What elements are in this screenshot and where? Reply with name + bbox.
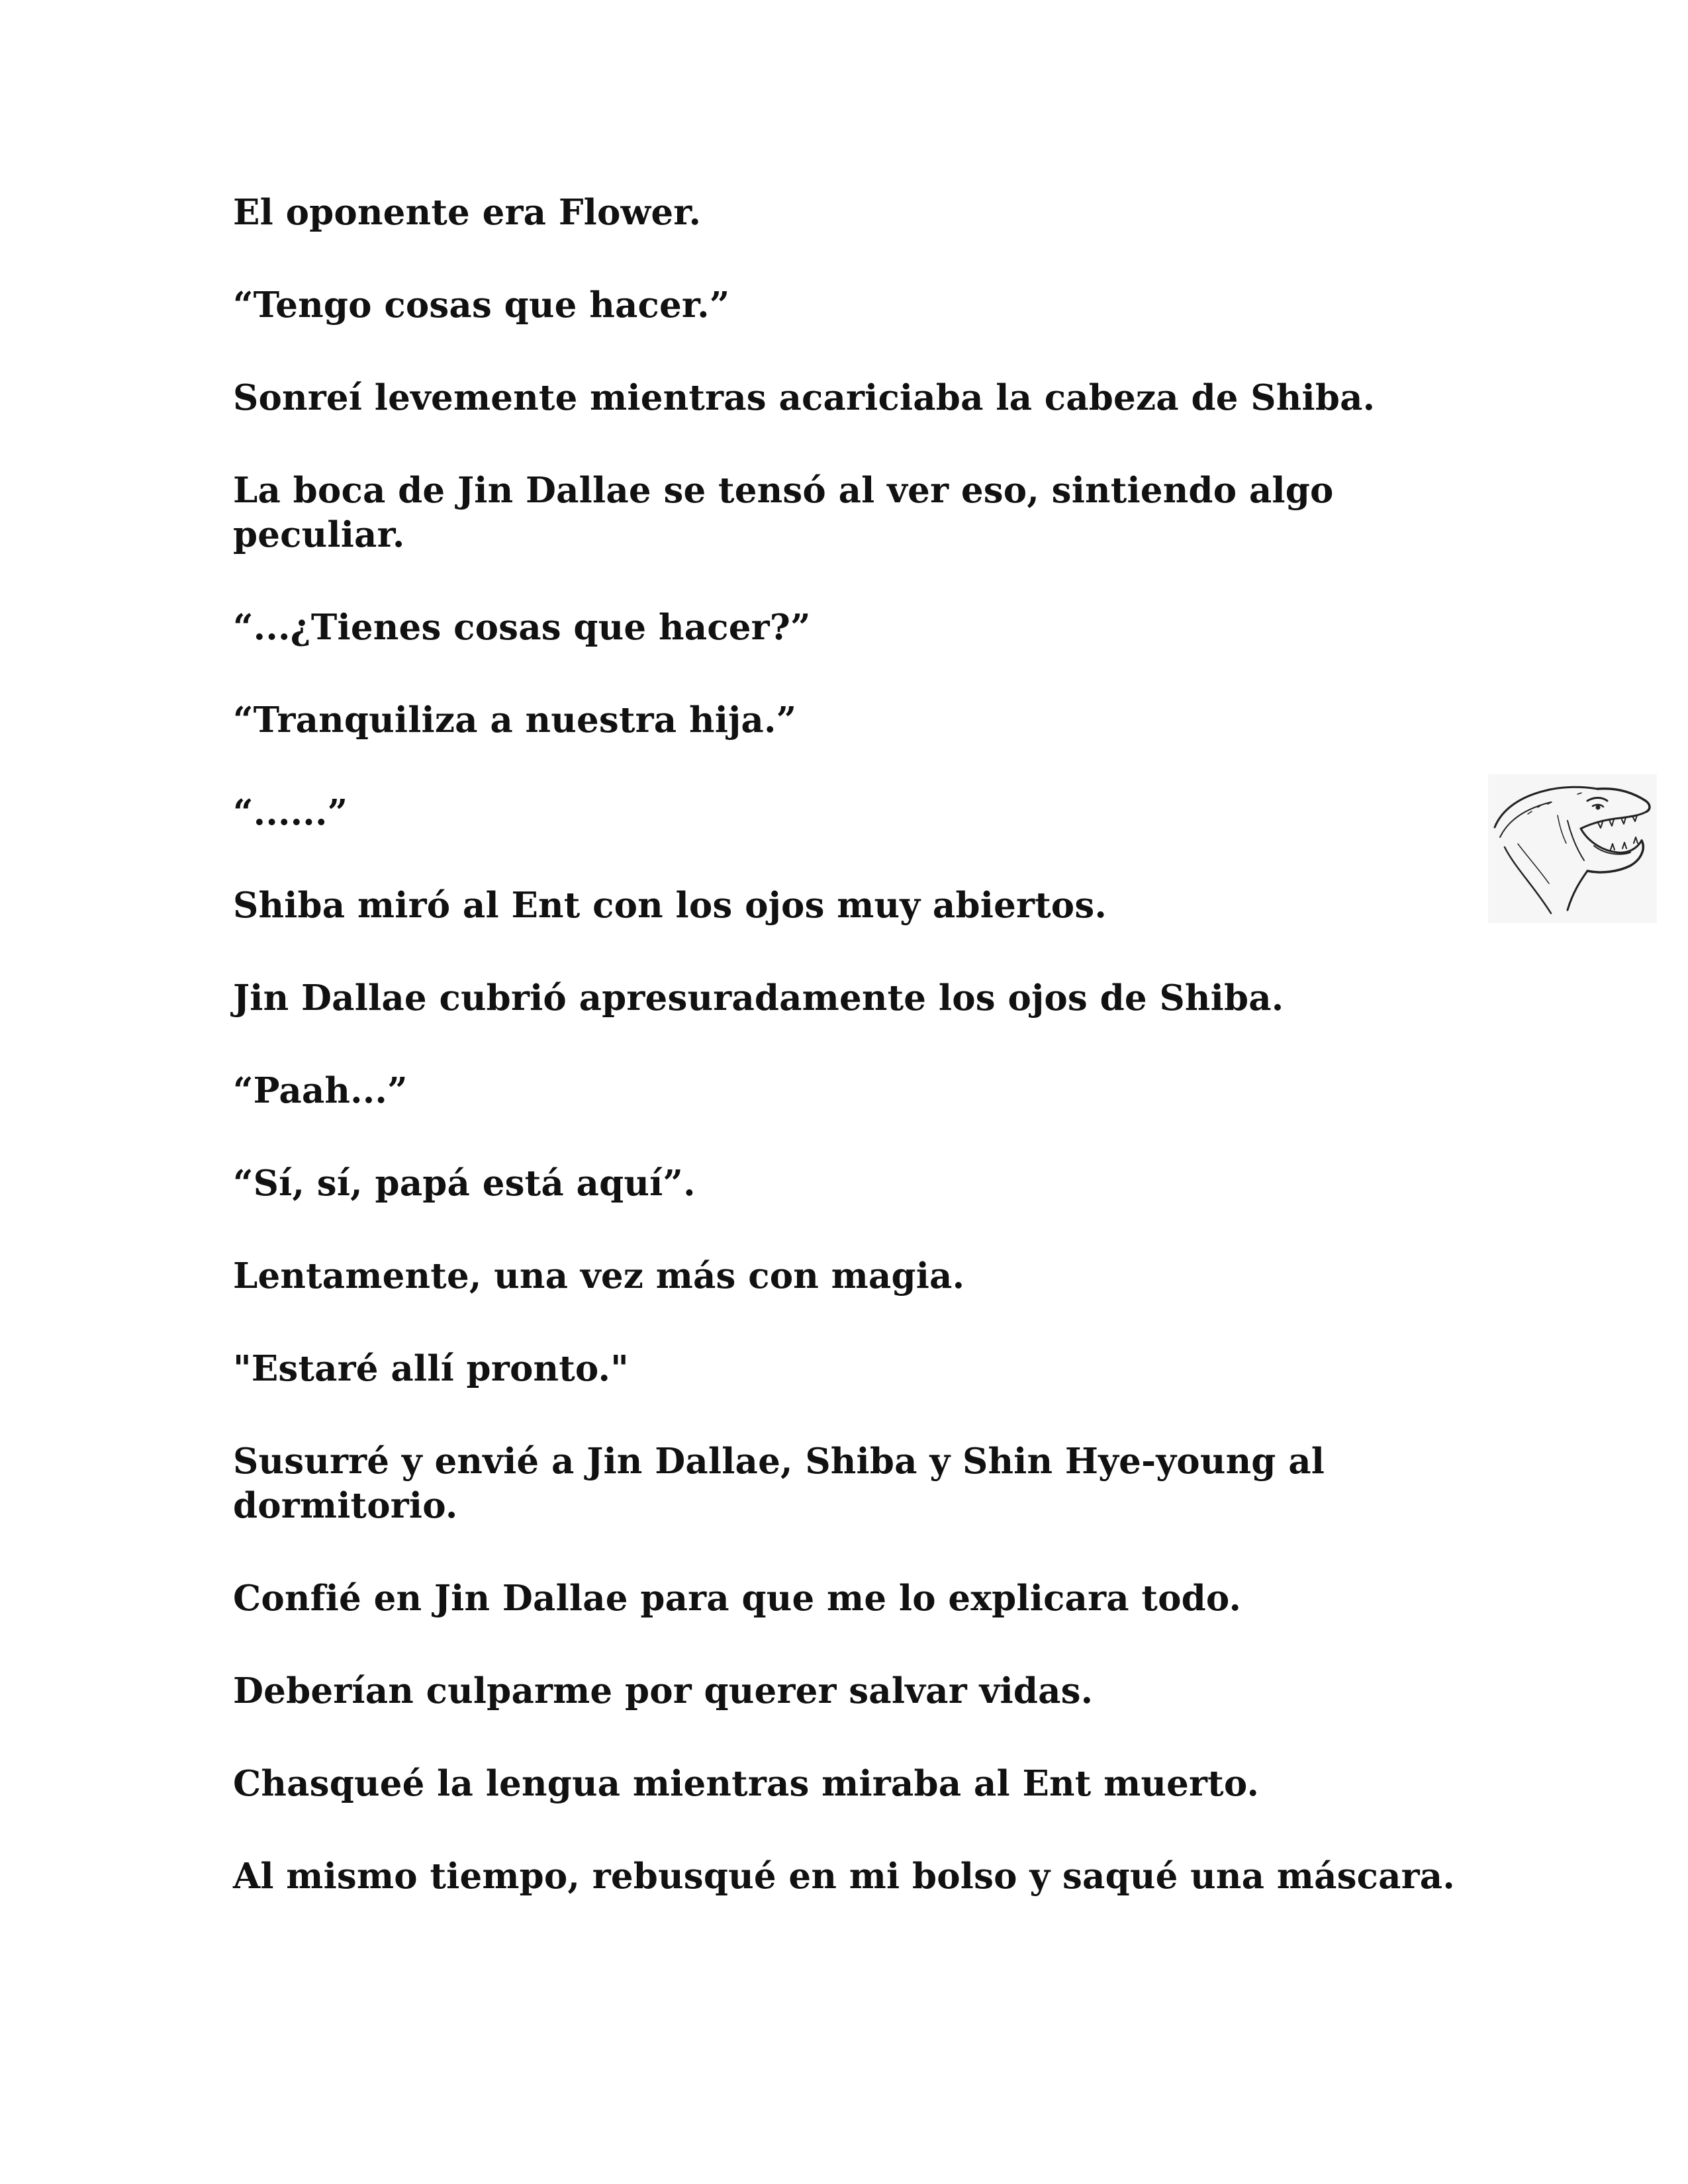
paragraph: Jin Dallae cubrió apresuradamente los ojos de Shiba.: [233, 978, 1284, 1019]
paragraph: “Tranquiliza a nuestra hija.”: [233, 700, 797, 741]
paragraph: “......”: [233, 792, 348, 833]
paragraph: Al mismo tiempo, rebusqué en mi bolso y saqué una máscara.: [233, 1856, 1456, 1897]
paragraph: Shiba miró al Ent con los ojos muy abiertos.: [233, 885, 1107, 926]
paragraph: Lentamente, una vez más con magia.: [233, 1255, 965, 1297]
paragraph: Chasqueé la lengua mientras miraba al Ent muerto.: [233, 1763, 1260, 1804]
paragraph: “Sí, sí, papá está aquí”.: [233, 1163, 696, 1204]
paragraph: “Paah...”: [233, 1070, 408, 1111]
paragraph: Confié en Jin Dallae para que me lo explicara todo.: [233, 1578, 1242, 1619]
paragraph: Sonreí levemente mientras acariciaba la cabeza de Shiba.: [233, 377, 1376, 418]
paragraph: Susurré y envié a Jin Dallae, Shiba y Shin Hye-young al dormitorio.: [233, 1441, 1325, 1526]
paragraph: “...¿Tienes cosas que hacer?”: [233, 607, 811, 648]
paragraph: "Estaré allí pronto.": [233, 1348, 629, 1389]
paragraph: La boca de Jin Dallae se tensó al ver eso, sintiendo algo peculiar.: [233, 470, 1334, 555]
paragraph: Deberían culparme por querer salvar vidas.: [233, 1670, 1094, 1711]
text-column: [233, 191, 1464, 1947]
dinosaur-head-sketch-icon: [1488, 774, 1657, 923]
paragraph: El oponente era Flower.: [233, 192, 702, 233]
paragraph: “Tengo cosas que hacer.”: [233, 285, 730, 326]
